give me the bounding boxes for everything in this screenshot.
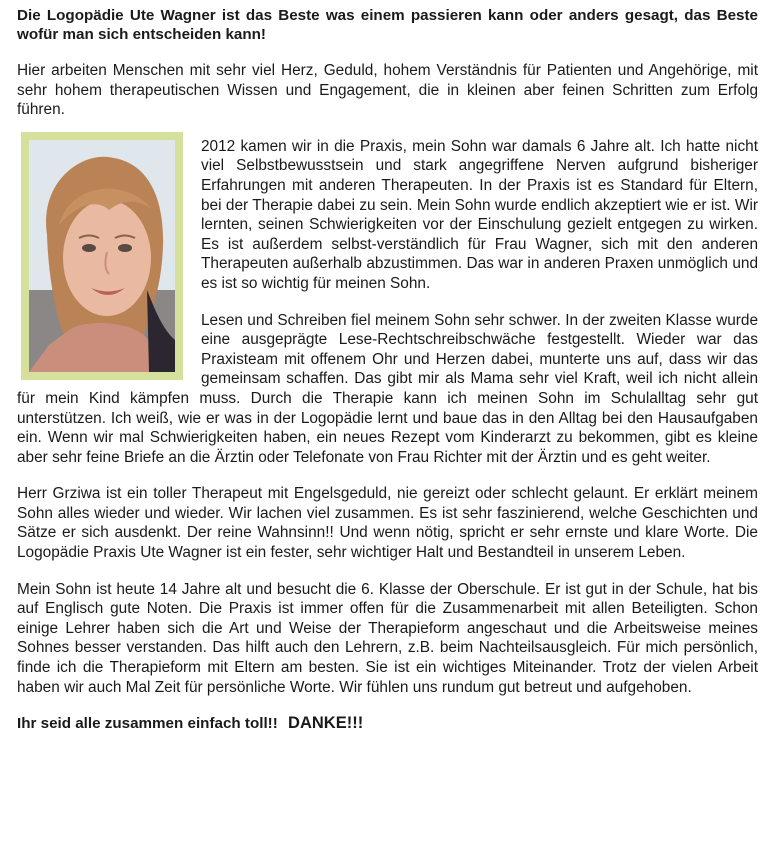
spacer (17, 563, 758, 580)
paragraph-start: 2012 kamen wir in die Praxis, mein Sohn war damals 6 Jahre alt. Ich hatte nicht viel Selbstbewusstsein und stark angegriffene Nerven aufgrund bisheriger Erfahrungen mit anderen Therapeuten. In der Praxis ist es Standard für Eltern, bei der Therapie dabei zu sein. Mein Sohn wurde endlich akzeptiert wie er ist. Wir lernten, seinen Schwierigkeiten vor der Einschulung gezielt entgegen zu wirken. Es ist außerdem selbst-verständlich für Frau Wagner, sich mit den anderen Therapeuten außerhalb abzustimmen. Das war in anderen Praxen unmöglich und es ist so wichtig für meinen Sohn. (201, 137, 758, 292)
paragraph-therapist: Herr Grziwa ist ein toller Therapeut mit Engelsgeduld, nie gereizt oder schlecht gelaunt. Er erklärt meinem Sohn alles wieder und wieder. Wir lachen viel zusammen. Es ist sehr faszinierend, welche Geschichten und Sätze er sich ausdenkt. Der reine Wahnsinn!! Und wenn nötig, spricht er sehr ernste und klare Worte. Die Logopädie Praxis Ute Wagner ist ein fester, sehr wichtiger Halt und Bestandteil in unserem Leben. (17, 485, 758, 562)
closing-line (17, 714, 758, 733)
closing-text: Ihr seid alle zusammen einfach toll!! (17, 715, 278, 733)
portrait-photo (29, 140, 175, 372)
spacer (17, 697, 758, 714)
closing-thanks: DANKE!!! (288, 714, 364, 733)
paragraph-intro: Hier arbeiten Menschen mit sehr viel Herz, Geduld, hohem Verständnis für Patienten und Angehörige, mit sehr hohem therapeutischen Wissen und Engagement, die in kleinen aber feinen Schritten zum Erfolg führen. (17, 62, 758, 119)
testimonial-document (17, 6, 758, 733)
paragraph-reading: Lesen und Schreiben fiel meinem Sohn sehr schwer. In der zweiten Klasse wurde eine ausgeprägte Lese-Rechtschreibschwäche festgestellt. Wieder war das Praxisteam mit offenem Ohr und Herzen dabei, munterte uns auf, dass wir das gemeinsam schaffen. Das gibt mir als Mama sehr viel Kraft, weil ich nicht allein für mein Kind kämpfen muss. Durch die Therapie kann ich meinen Sohn im Schulalltag sehr gut unterstützen. Ich weiß, wie er was in der Logopädie lernt und baue das in den Alltag bei den Hausaufgaben ein. Wenn wir mal Schwierigkeiten haben, ein neues Rezept vom Kinderarzt zu bekommen, gibt es kleine aber sehr feine Briefe an die Ärztin oder Telefonate von Frau Richter mit der Ärztin und es geht weiter. (17, 311, 758, 466)
paragraph-today: Mein Sohn ist heute 14 Jahre alt und besucht die 6. Klasse der Oberschule. Er ist gut in der Schule, hat bis auf Englisch gute Noten. Die Praxis ist immer offen für die Zusammenarbeit mit allen Beteiligten. Schon einige Lehrer haben sich die Art und Weise der Therapieform angeschaut und die Arbeitsweise meines Sohnes besser verstanden. Das hilft auch den Lehrern, z.B. beim Nachteilsausgleich. Für mich persönlich, finde ich die Therapieform mit Eltern am besten. Sie ist ein wichtiges Miteinander. Trotz der vielen Arbeit haben wir auch Mal Zeit für persönliche Worte. Wir fühlen uns rundum gut betreut und aufgehoben. (17, 580, 758, 696)
headline: Die Logopädie Ute Wagner ist das Beste was einem passieren kann oder anders gesagt, das Beste wofür man sich entscheiden kann! (17, 7, 758, 43)
portrait-illustration (29, 140, 175, 372)
portrait-frame (21, 132, 183, 380)
spacer (17, 44, 758, 61)
spacer (17, 467, 758, 484)
